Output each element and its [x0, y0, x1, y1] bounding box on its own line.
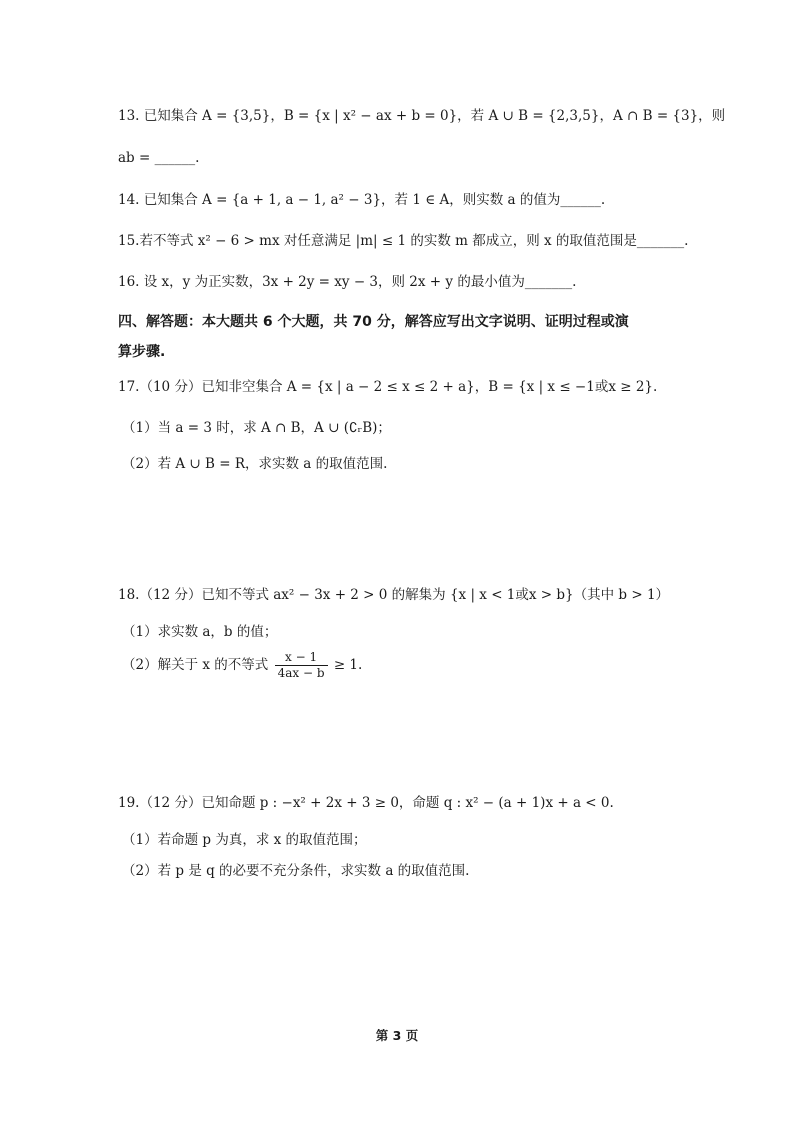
problem-19-part1: （1）若命题 p 为真，求 x 的取值范围；: [122, 832, 367, 848]
page-number: 第 3 页: [375, 1028, 419, 1043]
problem-18-part2-suffix: ≥ 1.: [333, 657, 363, 673]
problem-15: 15.若不等式 x² − 6 > mx 对任意满足 |m| ≤ 1 的实数 m 都成立，则 x 的取值范围是_______.: [118, 233, 689, 249]
fraction-numerator: x − 1: [275, 650, 328, 666]
problem-13-line2: ab = ______.: [118, 150, 200, 166]
section-4-heading-line2: 算步骤.: [118, 344, 166, 360]
section-4-heading-line1: 四、解答题：本大题共 6 个大题，共 70 分，解答应写出文字说明、证明过程或演: [118, 314, 629, 330]
problem-17-stem: 17.（10 分）已知非空集合 A = {x | a − 2 ≤ x ≤ 2 + a}，B = {x | x ≤ −1或x ≥ 2}.: [118, 379, 658, 395]
fraction-denominator: 4ax − b: [277, 666, 325, 680]
fraction: [275, 650, 328, 681]
problem-18-stem: 18.（12 分）已知不等式 ax² − 3x + 2 > 0 的解集为 {x | x < 1或x > b}（其中 b > 1）: [118, 587, 670, 603]
problem-14: 14. 已知集合 A = {a + 1, a − 1, a² − 3}，若 1 ∈ A，则实数 a 的值为______.: [118, 192, 606, 208]
problem-16: 16. 设 x，y 为正实数，3x + 2y = xy − 3，则 2x + y 的最小值为_______.: [118, 274, 577, 290]
problem-19-stem: 19.（12 分）已知命题 p : −x² + 2x + 3 ≥ 0，命题 q : x² − (a + 1)x + a < 0.: [118, 795, 614, 811]
problem-17-part1: （1）当 a = 3 时，求 A ∩ B，A ∪ (∁ᵣB)；: [122, 420, 391, 436]
problem-17-part2: （2）若 A ∪ B = R，求实数 a 的取值范围.: [122, 456, 388, 472]
problem-18-part1: （1）求实数 a，b 的值；: [122, 624, 278, 640]
problem-18-part2-prefix: （2）解关于 x 的不等式: [122, 657, 269, 673]
problem-13-line1: 13. 已知集合 A = {3,5}，B = {x | x² − ax + b = 0}，若 A ∪ B = {2,3,5}，A ∩ B = {3}，则: [118, 108, 726, 124]
problem-19-part2: （2）若 p 是 q 的必要不充分条件，求实数 a 的取值范围.: [122, 863, 470, 879]
problem-18-part2: [122, 650, 362, 681]
